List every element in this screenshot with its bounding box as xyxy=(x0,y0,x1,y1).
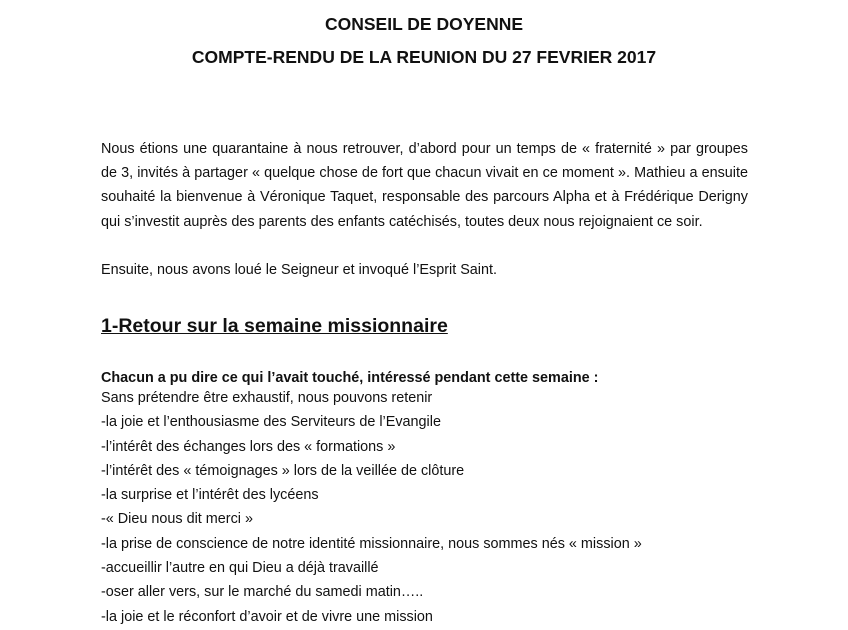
list-item: -accueillir l’autre en qui Dieu a déjà travaillé xyxy=(101,560,379,577)
list-item: Sans prétendre être exhaustif, nous pouvons retenir xyxy=(101,390,433,406)
document-subtitle: COMPTE-RENDU DE LA REUNION DU 27 FEVRIER 2017 xyxy=(191,47,657,67)
list-item: -l’intérêt des échanges lors des « formations » xyxy=(101,438,396,455)
intro-paragraph: Nous étions une quarantaine à nous retrouver, d’abord pour un temps de « fraternité » par groupes de 3, invités à partager « quelque chose de fort que chacun vivait en ce moment ». Mathieu a ensuite souhaité la bienvenue à Véronique Taquet, responsable des parcours Alpha et à Frédérique Derigny qui s’investit auprès des parents des enfants catéchisés, toutes deux nous rejoignaient ce soir. xyxy=(101,141,748,230)
list-item: -la joie et le réconfort d’avoir et de vivre une mission xyxy=(101,608,433,625)
list-item: -la prise de conscience de notre identité missionnaire, nous sommes nés « mission » xyxy=(101,535,642,552)
document-title: CONSEIL DE DOYENNE xyxy=(324,14,524,34)
section-heading: 1-Retour sur la semaine missionnaire xyxy=(101,315,448,337)
list-item: -la surprise et l’intérêt des lycéens xyxy=(101,487,319,504)
intro-closing: Ensuite, nous avons loué le Seigneur et invoqué l’Esprit Saint. xyxy=(101,262,497,278)
list-item: -oser aller vers, sur le marché du samedi matin….. xyxy=(101,584,424,601)
list-item: -la joie et l’enthousiasme des Serviteurs de l’Evangile xyxy=(101,414,441,431)
section-subheading: Chacun a pu dire ce qui l’avait touché, intéressé pendant cette semaine : xyxy=(101,370,599,386)
list-item: -« Dieu nous dit merci » xyxy=(101,511,253,528)
feedback-list xyxy=(101,386,761,629)
list-item: -l’intérêt des « témoignages » lors de la veillée de clôture xyxy=(101,462,465,479)
